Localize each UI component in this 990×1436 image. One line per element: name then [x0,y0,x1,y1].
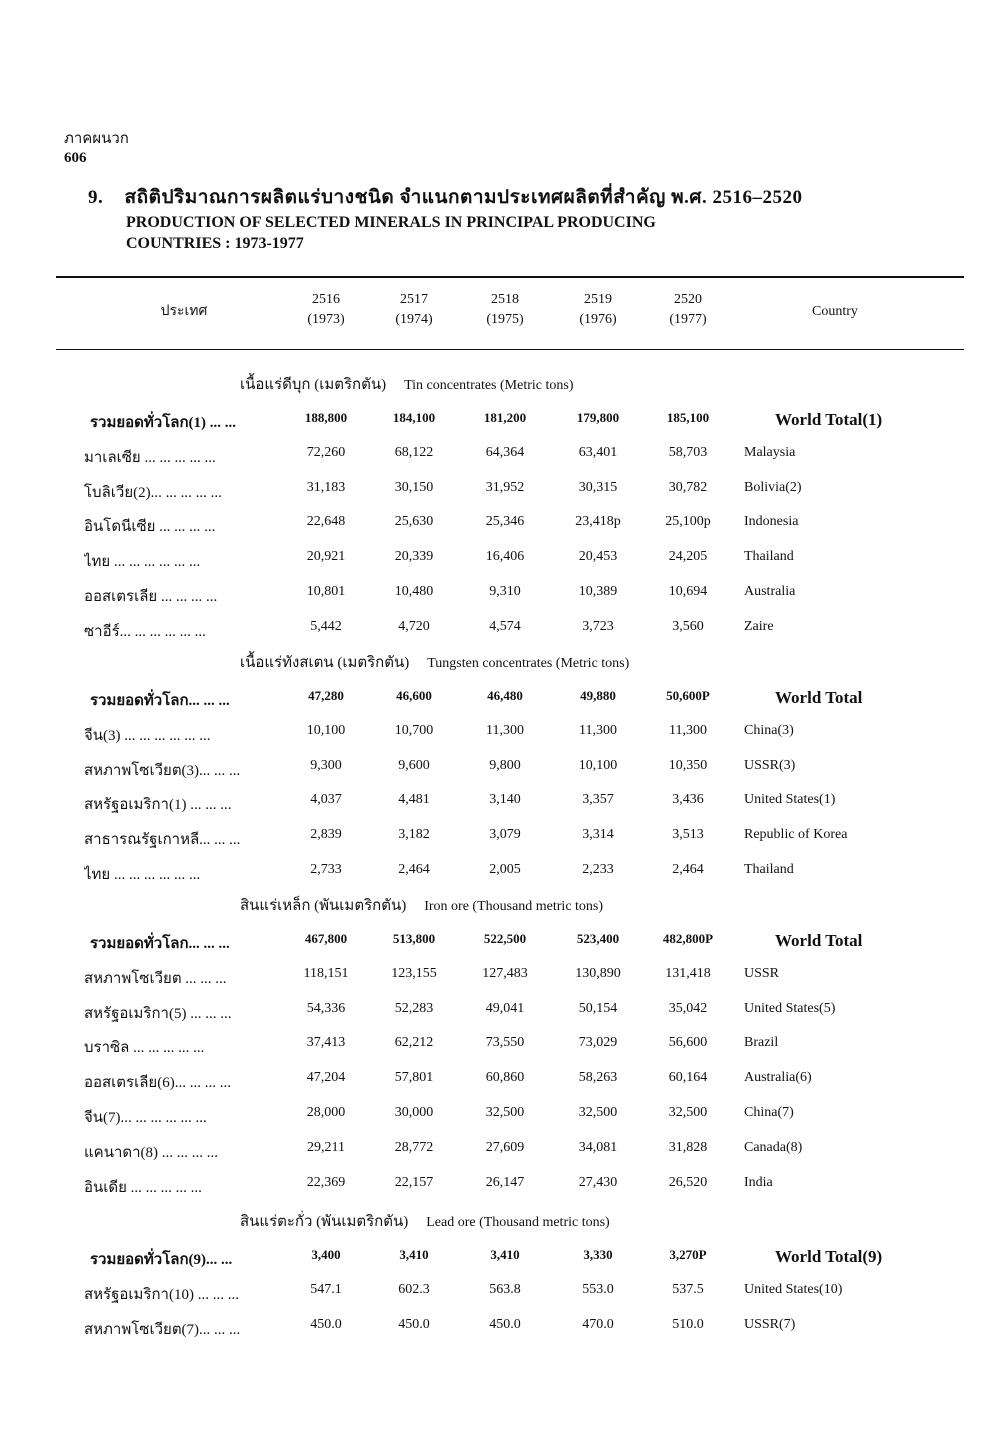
row-value-2517: 20,339 [394,549,434,565]
row-value-2519: 179,800 [576,410,620,425]
row-country-thai: สหภาพโซเวียต ... ... ... [84,970,227,987]
row-value-2517: 602.3 [398,1281,430,1297]
section-title-english: Iron ore (Thousand metric tons) [424,899,604,914]
row-value-2520: 3,513 [672,827,704,843]
section-title-english: Tin concentrates (Metric tons) [404,378,574,393]
table-row [0,827,990,853]
row-value-2520: 25,100p [665,514,711,530]
row-country-thai: สหรัฐอเมริกา(10) ... ... ... [84,1286,239,1303]
row-value-2520: 31,828 [668,1139,708,1155]
row-country-english: India [744,1174,773,1190]
row-value-2518: 4,574 [489,618,521,634]
top-rule [56,276,964,278]
row-value-2517: 30,000 [394,1105,434,1120]
title-english-line-1: PRODUCTION OF SELECTED MINERALS IN PRINCIPAL PRODUCING [126,214,656,231]
row-value-2518: 27,609 [485,1139,525,1155]
row-value-2519: 58,263 [578,1070,618,1086]
row-country-thai: จีน(7)... ... ... ... ... ... [84,1110,207,1126]
row-value-2520: 50,600P [666,688,710,703]
row-value-2519: 32,500 [578,1105,618,1120]
row-value-2520: 10,350 [668,757,708,773]
row-country-english: Malaysia [744,444,796,460]
table-row [0,966,990,992]
row-value-2519: 27,430 [578,1174,618,1190]
row-country-english: United States(5) [744,1000,836,1016]
world-total-row [0,688,990,714]
row-value-2516: 54,336 [306,1000,346,1016]
row-country-english: Zaire [744,618,774,634]
row-value-2517: 46,600 [396,688,432,703]
row-value-2518: 49,041 [485,1000,525,1016]
row-value-2518: 11,300 [486,722,524,738]
row-country-thai: ไทย ... ... ... ... ... ... [84,554,201,571]
row-value-2519: 30,315 [578,479,618,495]
column-header [0,290,990,340]
world-total-row [0,1247,990,1273]
section-title [240,1209,800,1233]
row-value-2516: 9,300 [310,757,342,773]
row-value-2518: 3,140 [489,792,521,808]
row-country-english: World Total [775,931,863,950]
section-title-thai: สินแร่เหล็ก (พันเมตริกตัน) [240,898,407,914]
row-value-2520: 482,800P [662,931,714,946]
row-value-2516: 28,000 [306,1105,346,1120]
row-country-thai: สหรัฐอเมริกา(1) ... ... ... [84,797,232,814]
row-country-english: Thailand [744,862,794,877]
section-title [240,650,800,674]
row-value-2520: 60,164 [668,1070,708,1086]
row-country-english: World Total [775,688,863,707]
table-row [0,1070,990,1096]
section-title-thai: เนื้อแร่ดีบุก (เมตริกตัน) [240,377,387,393]
row-value-2519: 10,100 [578,757,618,773]
table-row [0,723,990,749]
row-country-thai: ซาอีร์... ... ... ... ... ... [84,623,206,640]
header-year-2520: 2520 (1977) [669,292,707,327]
row-value-2519: 23,418p [575,514,621,530]
row-value-2520: 10,694 [668,584,708,599]
table-row [0,549,990,575]
row-value-2518: 9,800 [489,757,521,773]
row-value-2520: 131,418 [665,965,711,981]
row-value-2518: 450.0 [489,1316,521,1332]
row-value-2516: 20,921 [306,549,346,565]
row-value-2516: 47,204 [306,1070,346,1086]
table-row [0,1140,990,1166]
row-country-thai: รวมยอดทั่วโลก... ... ... [90,693,230,709]
page-number: 606 [64,150,87,166]
header-thai-country: ประเทศ [160,304,208,319]
row-value-2518: 127,483 [482,965,528,981]
row-country-thai: สหภาพโซเวียต(7)... ... ... [84,1321,241,1338]
row-value-2520: 58,703 [668,444,708,460]
row-value-2517: 4,481 [398,792,430,808]
row-value-2516: 72,260 [306,444,346,460]
row-country-thai: ไทย ... ... ... ... ... ... [84,867,201,883]
row-value-2520: 3,560 [672,618,704,634]
row-value-2520: 35,042 [668,1000,708,1016]
row-value-2518: 46,480 [487,688,523,703]
row-value-2519: 3,314 [582,827,614,843]
row-value-2520: 11,300 [669,722,707,738]
row-value-2517: 57,801 [394,1070,434,1086]
row-country-thai: อินโดนีเซีย ... ... ... ... [84,519,216,536]
table-row [0,619,990,645]
row-value-2519: 3,723 [582,618,614,634]
table-row [0,480,990,506]
row-value-2519: 3,330 [583,1247,613,1262]
row-value-2517: 513,800 [392,931,436,946]
row-value-2516: 47,280 [308,688,344,703]
row-value-2517: 184,100 [392,410,436,425]
row-value-2516: 450.0 [310,1316,342,1332]
row-country-thai: ออสเตรเลีย ... ... ... ... [84,589,218,605]
row-value-2518: 3,410 [490,1247,520,1262]
row-value-2516: 188,800 [304,410,348,425]
section-title-english: Lead ore (Thousand metric tons) [426,1215,610,1230]
row-value-2519: 2,233 [582,862,614,877]
row-country-thai: โบลิเวีย(2)... ... ... ... ... [84,484,222,501]
header-year-2516: 2516 (1973) [307,292,345,327]
row-value-2519: 11,300 [579,722,617,738]
row-country-thai: บราซิล ... ... ... ... ... [84,1040,205,1057]
table-row [0,445,990,471]
row-value-2517: 68,122 [394,444,434,460]
row-value-2519: 553.0 [582,1281,614,1297]
row-value-2519: 470.0 [582,1316,614,1332]
row-country-thai: รวมยอดทั่วโลก(1) ... ... [90,415,237,431]
row-country-english: Thailand [744,549,794,565]
row-value-2519: 20,453 [578,549,618,565]
row-value-2518: 31,952 [485,479,525,495]
row-country-thai: มาเลเซีย ... ... ... ... ... [84,449,216,466]
row-country-thai: แคนาดา(8) ... ... ... ... [84,1144,219,1161]
row-value-2517: 52,283 [394,1000,434,1016]
table-row [0,862,990,888]
header-year-2519: 2519 (1976) [579,292,617,327]
row-value-2518: 3,079 [489,827,521,843]
row-value-2519: 10,389 [578,584,618,599]
row-value-2516: 5,442 [310,618,342,634]
row-value-2518: 60,860 [485,1070,525,1086]
row-value-2520: 30,782 [668,479,708,495]
section-title [240,372,800,396]
row-country-thai: สาธารณรัฐเกาหลี... ... ... [84,832,241,849]
row-value-2518: 73,550 [485,1035,525,1051]
row-value-2516: 467,800 [304,931,348,946]
row-value-2520: 537.5 [672,1281,704,1297]
table-row [0,792,990,818]
table-row [0,1035,990,1061]
row-country-english: Bolivia(2) [744,479,802,495]
table-title-thai [88,182,802,212]
world-total-row [0,410,990,436]
row-value-2518: 181,200 [483,410,527,425]
row-value-2516: 2,839 [310,827,342,843]
section-title-thai: เนื้อแร่ทังสเตน (เมตริกตัน) [240,655,410,671]
row-value-2516: 10,801 [306,584,346,599]
row-value-2517: 25,630 [394,514,434,530]
row-value-2520: 185,100 [666,410,710,425]
row-value-2518: 64,364 [485,444,525,460]
row-country-english: Indonesia [744,514,799,530]
table-title-english [126,212,826,254]
row-country-english: World Total(1) [775,410,883,429]
row-value-2518: 2,005 [489,862,521,877]
row-country-english: China(3) [744,722,794,738]
row-value-2518: 32,500 [485,1105,525,1120]
table-row [0,1105,990,1131]
row-country-english: World Total(9) [775,1247,883,1266]
section-title-thai: สินแร่ตะกั่ว (พันเมตริกตัน) [240,1214,409,1230]
row-value-2520: 56,600 [668,1035,708,1051]
row-country-english: USSR(7) [744,1316,796,1332]
table-row [0,1175,990,1201]
row-value-2516: 29,211 [307,1139,345,1155]
row-value-2519: 523,400 [576,931,620,946]
row-value-2517: 28,772 [394,1139,434,1155]
row-country-english: USSR(3) [744,757,796,773]
row-value-2520: 2,464 [672,862,704,877]
title-thai-text: สถิติปริมาณการผลิตแร่บางชนิด จำแนกตามประเทศผลิตที่สำคัญ พ.ศ. 2516–2520 [124,187,803,208]
row-country-english: Brazil [744,1035,779,1051]
world-total-row [0,931,990,957]
row-value-2517: 4,720 [398,618,430,634]
row-country-thai: ออสเตรเลีย(6)... ... ... ... [84,1075,231,1092]
row-country-thai: จีน(3) ... ... ... ... ... ... [84,727,211,744]
row-value-2517: 9,600 [398,757,430,773]
row-value-2516: 37,413 [306,1035,346,1051]
row-value-2519: 50,154 [578,1000,618,1016]
row-value-2517: 450.0 [398,1316,430,1332]
section-title-english: Tungsten concentrates (Metric tons) [427,656,630,671]
row-value-2520: 3,270P [669,1247,707,1262]
row-value-2516: 4,037 [310,792,342,808]
row-value-2518: 26,147 [485,1174,525,1190]
row-country-thai: รวมยอดทั่วโลก... ... ... [90,936,230,952]
row-value-2516: 3,400 [311,1247,341,1262]
row-country-english: Republic of Korea [744,827,848,843]
row-country-thai: อินเดีย ... ... ... ... ... [84,1179,202,1196]
row-value-2519: 49,880 [580,688,616,703]
table-row [0,514,990,540]
header-country: Country [812,304,858,319]
row-value-2516: 2,733 [310,862,342,877]
row-value-2517: 62,212 [394,1035,434,1051]
row-value-2519: 34,081 [578,1139,618,1155]
row-value-2517: 10,700 [394,722,434,738]
row-value-2517: 3,182 [398,827,430,843]
row-value-2516: 547.1 [310,1281,342,1297]
row-value-2516: 22,369 [306,1174,346,1190]
table-row [0,1001,990,1027]
row-value-2519: 130,890 [575,965,621,981]
row-value-2516: 31,183 [306,479,346,495]
table-row [0,758,990,784]
title-english-line-2: COUNTRIES : 1973-1977 [126,235,304,252]
row-value-2520: 3,436 [672,792,704,808]
header-rule [56,349,964,350]
row-value-2520: 32,500 [668,1105,708,1120]
row-country-english: United States(10) [744,1281,843,1297]
row-value-2517: 3,410 [399,1247,429,1262]
row-country-english: United States(1) [744,792,836,808]
appendix-label: ภาคผนวก [64,131,129,147]
row-value-2518: 563.8 [489,1281,521,1297]
row-value-2517: 10,480 [394,584,434,599]
row-value-2516: 118,151 [303,965,349,981]
row-value-2520: 26,520 [668,1174,708,1190]
row-country-english: China(7) [744,1105,794,1120]
row-value-2516: 10,100 [306,722,346,738]
row-value-2519: 3,357 [582,792,614,808]
header-year-2518: 2518 (1975) [486,292,524,327]
row-country-english: Australia(6) [744,1070,812,1086]
row-value-2518: 522,500 [483,931,527,946]
row-value-2520: 24,205 [668,549,708,565]
table-row [0,584,990,610]
row-country-thai: รวมยอดทั่วโลก(9)... ... [90,1252,233,1268]
row-country-english: Canada(8) [744,1139,803,1155]
row-country-thai: สหภาพโซเวียต(3)... ... ... [84,762,241,779]
row-value-2517: 123,155 [391,965,437,981]
table-row [0,1317,990,1343]
section-title [240,893,800,917]
table-number: 9. [88,187,104,208]
row-value-2519: 63,401 [578,444,618,460]
row-value-2517: 22,157 [394,1174,434,1190]
row-value-2519: 73,029 [578,1035,618,1051]
row-country-english: USSR [744,965,780,981]
row-value-2517: 2,464 [398,862,430,877]
row-value-2518: 25,346 [485,514,525,530]
row-value-2517: 30,150 [394,479,434,495]
row-value-2518: 16,406 [485,549,525,565]
row-country-english: Australia [744,584,796,599]
table-row [0,1282,990,1308]
row-value-2518: 9,310 [489,584,521,599]
header-year-2517: 2517 (1974) [395,292,433,327]
row-country-thai: สหรัฐอเมริกา(5) ... ... ... [84,1005,232,1022]
row-value-2520: 510.0 [672,1316,704,1332]
row-value-2516: 22,648 [306,514,346,530]
